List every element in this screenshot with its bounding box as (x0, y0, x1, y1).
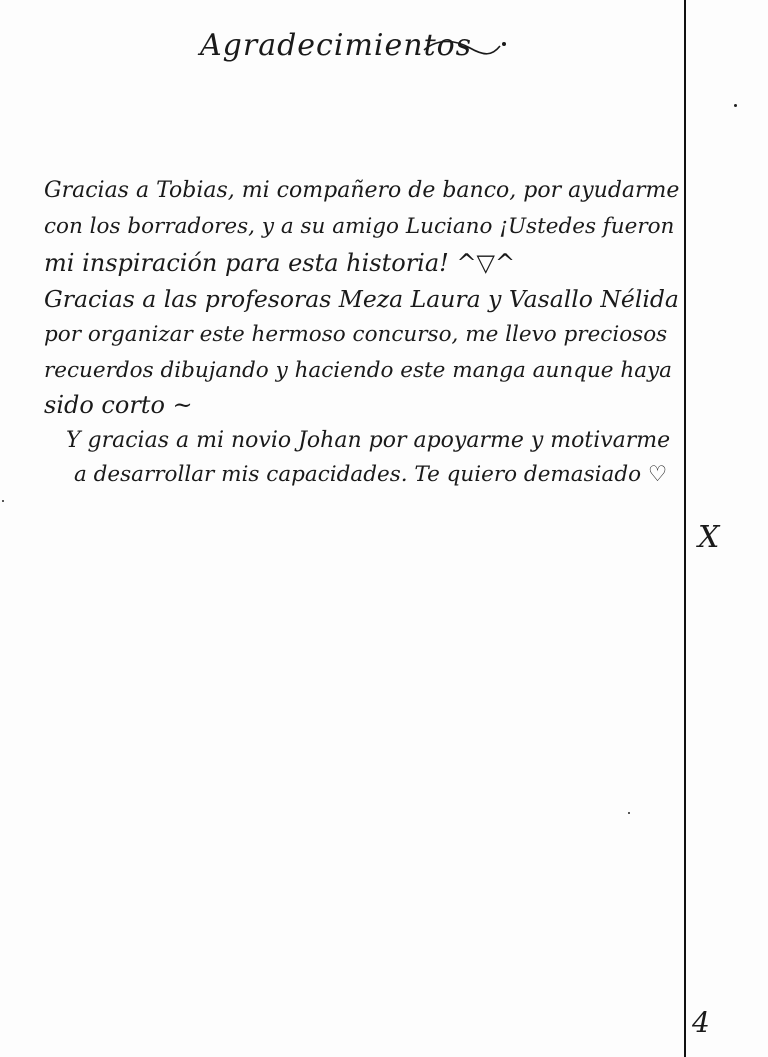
text-line: Gracias a Tobias, mi compañero de banco, por ayudarme (44, 178, 680, 203)
ink-speck (2, 500, 4, 502)
margin-rule (684, 0, 686, 1057)
margin-mark: X (698, 520, 720, 555)
text-line: recuerdos dibujando y haciendo este manga aunque haya (44, 358, 672, 383)
text-line: Y gracias a mi novio Johan por apoyarme y motivarme (66, 428, 671, 453)
page-number: 4 (692, 1006, 710, 1039)
text-line: mi inspiración para esta historia! ^▽^ (44, 249, 516, 277)
ink-speck (734, 104, 737, 107)
text-line: sido corto ~ (44, 391, 193, 419)
ink-speck (628, 812, 630, 814)
text-line: Gracias a las profesoras Meza Laura y Vasallo Nélida (44, 285, 679, 313)
text-line: por organizar este hermoso concurso, me llevo preciosos (44, 322, 668, 347)
text-line: con los borradores, y a su amigo Luciano ¡Ustedes fueron (44, 214, 675, 239)
text-line: a desarrollar mis capacidades. Te quiero demasiado ♡ (74, 462, 668, 487)
title-flourish (420, 36, 510, 62)
page-title: Agradecimientos (200, 28, 473, 63)
